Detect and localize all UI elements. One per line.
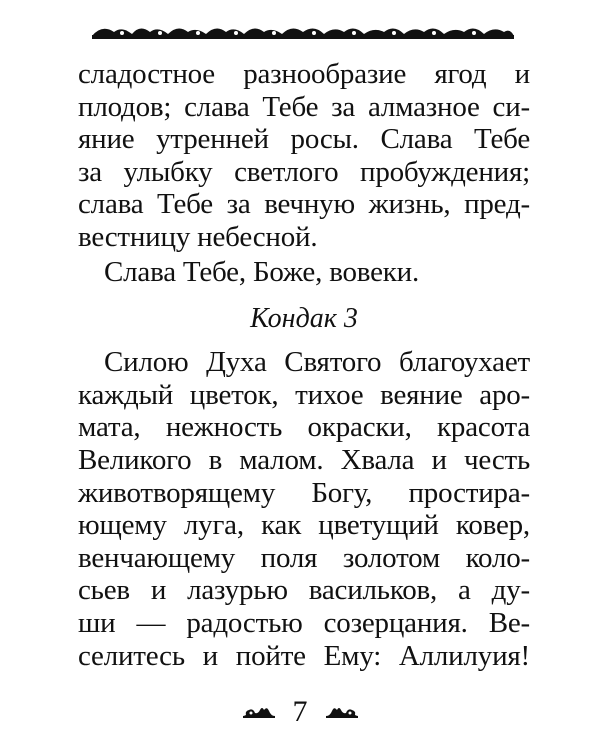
text-line: яние утренней росы. Слава Тебе — [78, 123, 530, 156]
floral-ornament-right-icon — [326, 705, 358, 719]
section-heading: Кондак 3 — [250, 303, 358, 335]
page-footer — [0, 694, 600, 730]
paragraph-2 — [78, 346, 530, 672]
floral-border-ornament-icon — [92, 24, 514, 40]
text-line: каждый цветок, тихое веяние аро- — [78, 378, 530, 411]
refrain: Слава Тебе, Боже, вовеки. — [104, 255, 420, 288]
text-line: вестницу небесной. — [78, 220, 318, 253]
text-line: венчающему поля золотом коло- — [78, 541, 530, 574]
text-line: сладостное разнообразие ягод и — [78, 58, 530, 90]
text-line: сьев и лазурью васильков, а ду- — [78, 574, 530, 607]
text-line: слава Тебе за вечную жизнь, пред- — [78, 188, 530, 221]
text-line: Великого в малом. Хвала и честь — [78, 443, 530, 476]
text-line: мата, нежность окраски, красота — [78, 411, 530, 444]
text-line: селитесь и пойте Ему: Аллилуия! — [78, 639, 530, 672]
text-line: животворящему Богу, простира- — [78, 476, 530, 509]
text-line: плодов; слава Тебе за алмазное си- — [78, 90, 530, 123]
page-text — [78, 58, 530, 672]
paragraph-1 — [78, 58, 530, 254]
floral-ornament-left-icon — [243, 705, 275, 719]
text-line: ющему луга, как цветущий ковер, — [78, 509, 530, 542]
page-number: 7 — [292, 695, 308, 728]
text-line: Силою Духа Святого благоухает — [104, 346, 530, 379]
text-line: за улыбку светлого пробуждения; — [78, 155, 530, 188]
text-line: ши — радостью созерцания. Ве- — [78, 606, 530, 639]
